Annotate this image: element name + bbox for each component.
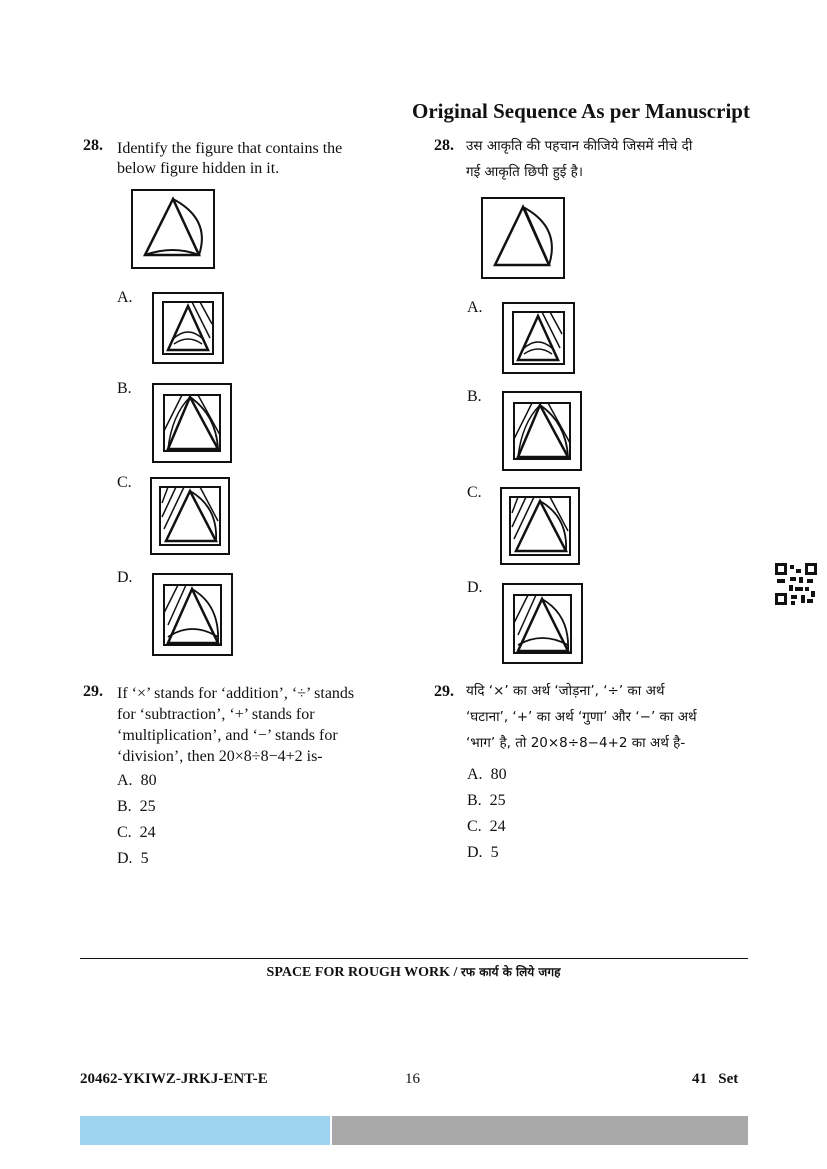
q29-text-line4: ‘division’, then 20×8÷8−4+2 is-: [117, 748, 323, 765]
q29-hi-text-line1: यदि ‘×’ का अर्थ ‘जोड़ना’, ‘÷’ का अर्थ: [466, 683, 665, 699]
q29-option-d-value: 5: [140, 850, 149, 867]
q29-option-b-letter: B.: [117, 798, 132, 815]
q29-option-c-value: 24: [139, 824, 156, 841]
q29-hi-option-c[interactable]: [467, 814, 507, 840]
q29-hi-number: 29.: [434, 683, 454, 700]
q28-option-a-figure[interactable]: [152, 292, 224, 364]
q28-option-a-label: A.: [117, 289, 133, 306]
q29-number: 29.: [83, 683, 103, 700]
q29-hi-option-b-value: 25: [489, 792, 506, 809]
q29-hi-option-d[interactable]: [467, 840, 507, 866]
q29-text: [117, 683, 354, 767]
rough-work-label: [0, 963, 827, 981]
q28-hi-option-b-figure[interactable]: [502, 391, 582, 471]
q28-number: 28.: [83, 137, 103, 154]
q29-hi-text: [466, 678, 697, 756]
q29-hi-option-a-letter: A.: [467, 766, 483, 783]
q29-option-b[interactable]: [117, 794, 157, 820]
q29-option-c[interactable]: [117, 820, 157, 846]
q28-text: [117, 139, 342, 179]
footer-bar-grey: [332, 1116, 748, 1145]
q29-option-d-letter: D.: [117, 850, 133, 867]
q29-text-line1: If ‘×’ stands for ‘addition’, ‘÷’ stands: [117, 685, 355, 702]
q28-hi-option-c-figure[interactable]: [500, 487, 580, 565]
footer-exam-code: 20462-YKIWZ-JRKJ-ENT-E: [80, 1071, 268, 1087]
q29-hi-options: [467, 762, 507, 866]
q28-option-d-figure[interactable]: [152, 573, 233, 656]
q29-hi-text-line3: ‘भाग’ है, तो 20×8÷8−4+2 का अर्थ है-: [466, 735, 686, 751]
q28-option-d-label: D.: [117, 569, 133, 586]
q28-option-b-figure[interactable]: [152, 383, 232, 463]
q29-hi-text-line2: ‘घटाना’, ‘+’ का अर्थ ‘गुणा’ और ‘−’ का अर्थ: [466, 709, 697, 725]
q28-hi-text: [466, 133, 692, 185]
footer-bar-blue: [80, 1116, 330, 1145]
q29-hi-option-b-letter: B.: [467, 792, 482, 809]
q28-option-c-figure[interactable]: [150, 477, 230, 555]
q29-text-line3: ‘multiplication’, and ‘−’ stands for: [117, 727, 338, 744]
q28-hi-option-a-figure[interactable]: [502, 302, 575, 374]
q29-option-d[interactable]: [117, 846, 157, 872]
q28-hi-text-line2: गई आकृति छिपी हुई है।: [466, 164, 583, 180]
q29-hi-option-d-value: 5: [490, 844, 499, 861]
qr-code-icon: [775, 563, 817, 605]
rough-work-divider: [80, 958, 748, 959]
q29-hi-option-d-letter: D.: [467, 844, 483, 861]
q28-hi-option-a-label: A.: [467, 299, 483, 316]
q28-hi-option-c-label: C.: [467, 484, 482, 501]
q28-hi-option-b-label: B.: [467, 388, 482, 405]
q28-option-b-label: B.: [117, 380, 132, 397]
q29-option-b-value: 25: [139, 798, 156, 815]
q29-hi-option-c-value: 24: [489, 818, 506, 835]
page-header-title: Original Sequence As per Manuscript: [412, 99, 750, 123]
q28-question-figure: [131, 189, 215, 269]
rough-work-label-en: SPACE FOR ROUGH WORK /: [266, 965, 458, 980]
q28-hi-option-d-label: D.: [467, 579, 483, 596]
q29-hi-option-c-letter: C.: [467, 818, 482, 835]
q29-option-c-letter: C.: [117, 824, 132, 841]
q28-hi-question-figure: [481, 197, 565, 279]
q28-hi-number: 28.: [434, 137, 454, 154]
q28-option-c-label: C.: [117, 474, 132, 491]
q29-option-a[interactable]: [117, 768, 157, 794]
q29-option-a-letter: A.: [117, 772, 133, 789]
q28-hi-option-d-figure[interactable]: [502, 583, 583, 664]
q29-hi-option-b[interactable]: [467, 788, 507, 814]
rough-work-label-hi: रफ कार्य के लिये जगह: [460, 965, 561, 979]
q29-hi-option-a[interactable]: [467, 762, 507, 788]
q29-hi-option-a-value: 80: [490, 766, 507, 783]
footer-set-number: 41 Set: [692, 1071, 739, 1087]
q28-text-line2: below figure hidden in it.: [117, 160, 280, 177]
q29-text-line2: for ‘subtraction’, ‘+’ stands for: [117, 706, 315, 723]
footer-page-number: 16: [405, 1071, 420, 1087]
q28-hi-text-line1: उस आकृति की पहचान कीजिये जिसमें नीचे दी: [466, 138, 693, 154]
q29-option-a-value: 80: [140, 772, 157, 789]
q28-text-line1: Identify the figure that contains the: [117, 140, 343, 157]
q29-options: [117, 768, 157, 872]
